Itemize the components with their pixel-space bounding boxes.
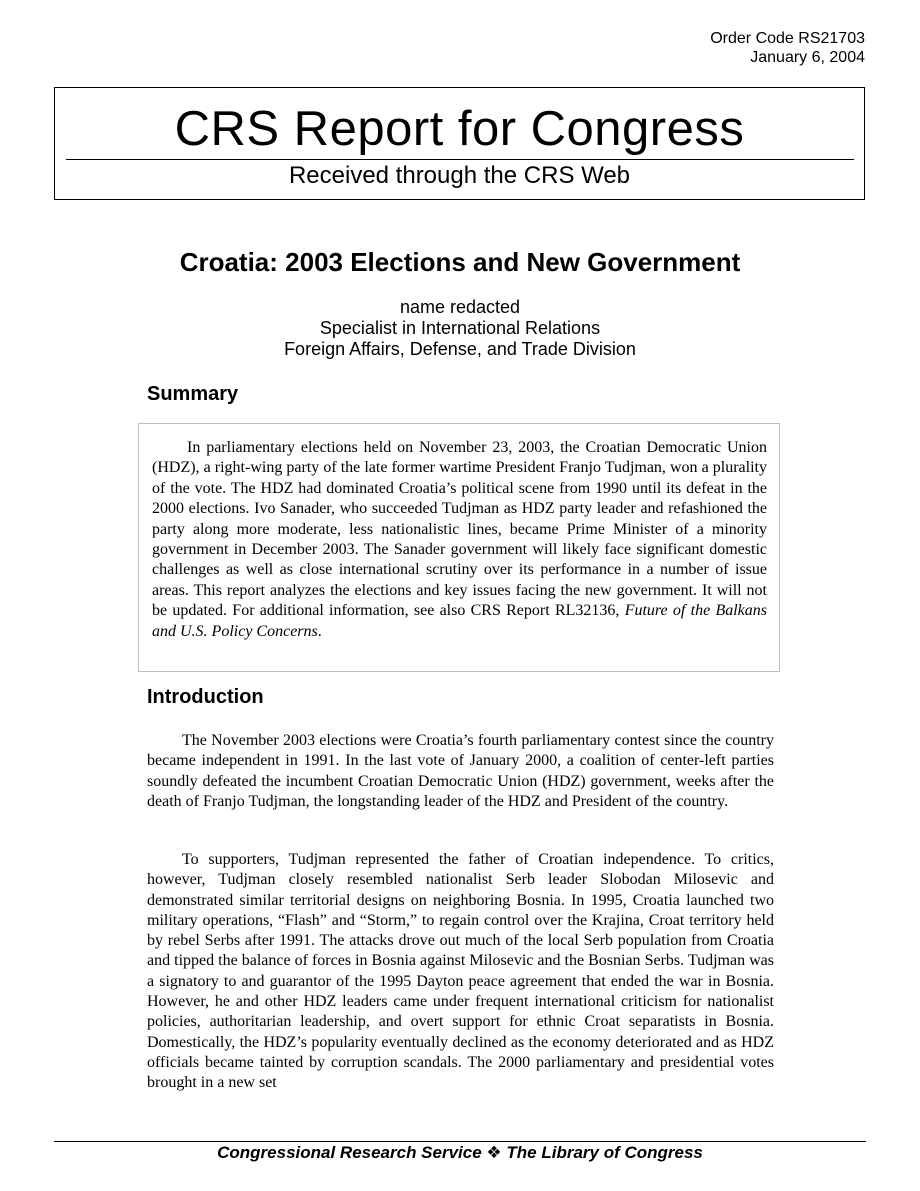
author-division: Foreign Affairs, Defense, and Trade Division <box>284 339 636 359</box>
order-code: Order Code RS21703 <box>710 30 865 47</box>
report-header-subtitle: Received through the CRS Web <box>288 162 631 189</box>
report-header-box <box>54 87 865 200</box>
summary-box <box>138 423 780 672</box>
document-title: Croatia: 2003 Elections and New Government <box>179 247 741 277</box>
diamond-separator-icon: ❖ <box>486 1143 502 1162</box>
summary-text <box>152 438 767 642</box>
summary-end: . <box>317 622 322 640</box>
introduction-paragraph: To supporters, Tudjman represented the father of Croatian independence. To critics, however, Tudjman closely resembled nationalist Serb leader Slobodan Milosevic and demonstrated similar territorial designs on neighboring Bosnia. In 1995, Croatia launched two military operations, “Flash” and “Storm,” to regain control over the Krajina, Croat territory held by rebel Serbs after 1991. The attacks drove out much of the local Serb population from Croatia and tipped the balance of forces in Bosnia against Milosevic and the Bosnian Serbs. Tudjman was a signatory to and guarantor of the 1995 Dayton peace agreement that ended the war in Bosnia. However, he and other HDZ leaders came under frequent international criticism for nationalist policies, authoritarian leadership, and overt support for ethnic Croat separatists in Bosnia. Domestically, the HDZ’s popularity eventually declined as the economy deteriorated and as HDZ officials became tainted by corruption scandals. The 2000 parliamentary and presidential votes brought in a new set <box>147 851 774 1092</box>
author-role: Specialist in International Relations <box>319 318 601 338</box>
page-footer <box>0 1142 920 1164</box>
introduction-heading: Introduction <box>147 686 264 708</box>
summary-heading: Summary <box>147 383 239 405</box>
author-block <box>0 297 920 360</box>
summary-report-reference: Future of the Balkans and U.S. Policy Concerns <box>152 602 768 640</box>
report-header-title: CRS Report for Congress <box>174 102 745 156</box>
author-name: name redacted <box>399 297 521 317</box>
footer-library: The Library of Congress <box>506 1143 703 1162</box>
order-date: January 6, 2004 <box>750 49 865 66</box>
order-info <box>710 29 865 67</box>
footer-crs: Congressional Research Service <box>217 1143 482 1162</box>
header-divider <box>66 159 854 160</box>
introduction-paragraph: The November 2003 elections were Croatia’s fourth parliamentary contest since the country became independent in 1991. In the last vote of January 2000, a coalition of center-left parties soundly defeated the incumbent Croatian Democratic Union (HDZ) government, weeks after the death of Franjo Tudjman, the longstanding leader of the HDZ and President of the country. <box>147 732 774 810</box>
summary-body: In parliamentary elections held on November 23, 2003, the Croatian Democratic Union (HDZ), a right-wing party of the late former wartime President Franjo Tudjman, won a plurality of the vote. The HDZ had dominated Croatia’s political scene from 1990 until its defeat in the 2000 elections. Ivo Sanader, who succeeded Tudjman as HDZ party leader and refashioned the party along more moderate, less nationalistic lines, became Prime Minister of a minority government in December 2003. The Sanader government will likely face significant domestic challenges as well as close international scrutiny over its performance in a number of issue areas. This report analyzes the elections and key issues facing the new government. It will not be updated. For additional information, see also CRS Report RL32136, <box>152 439 767 620</box>
